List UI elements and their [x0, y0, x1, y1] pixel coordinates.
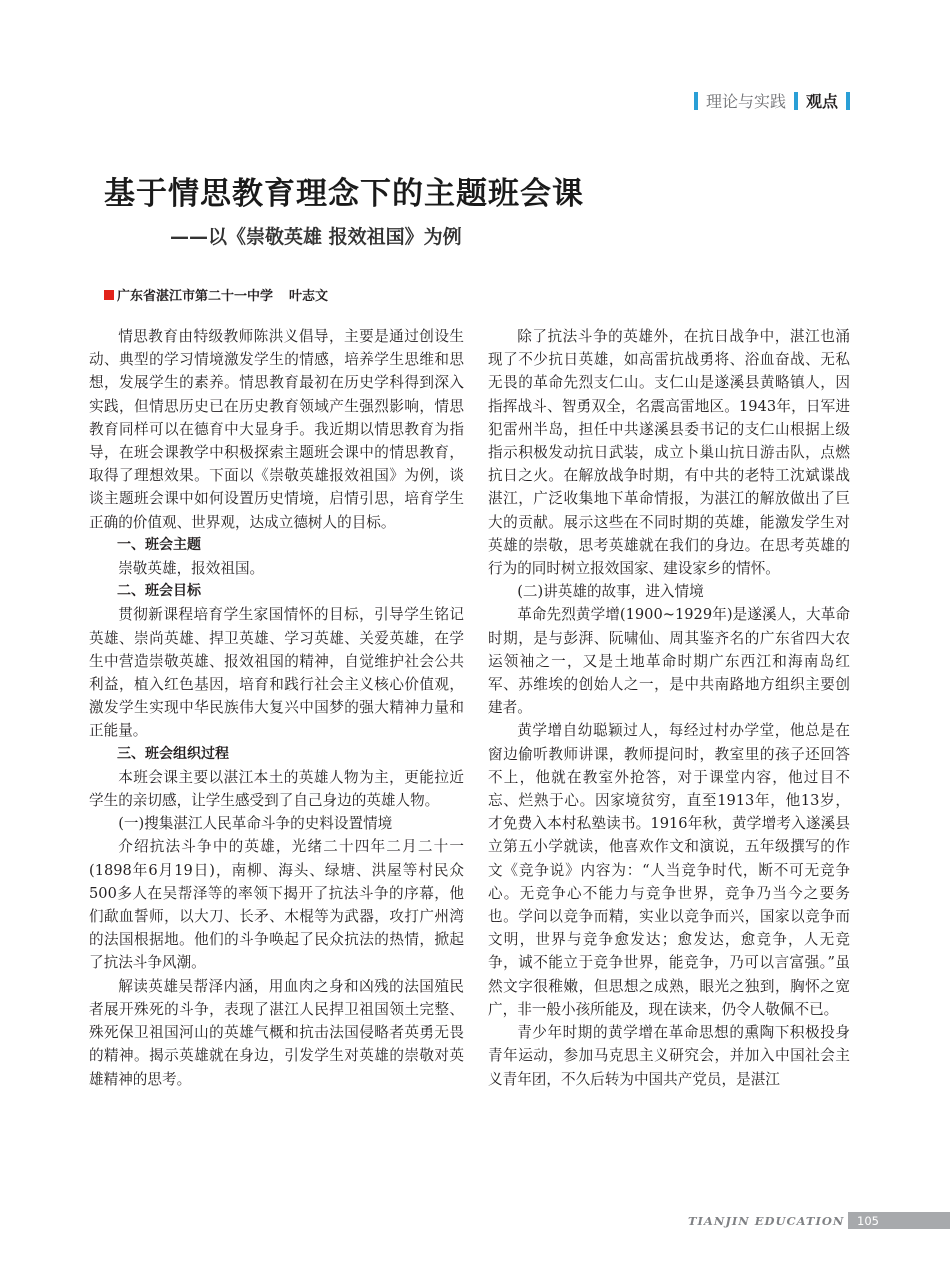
section-name: 理论与实践 [705, 92, 786, 111]
left-column [89, 325, 464, 1091]
paragraph: 黄学增自幼聪颖过人，每经过村办学堂，他总是在窗边偷听教师讲课，教师提问时，教室里的孩子还回答不上，他就在教室外抢答，对于课堂内容，他过目不忘、烂熟于心。因家境贫穷，直至1913年，他13岁，才免费入本村私塾读书。1916年秋，黄学增考入遂溪县立第五小学就读，他喜欢作文和演说，五年级撰写的作文《竞争说》内容为：“人当竞争时代，断不可无竞争心。无竞争心不能力与竞争世界，竞争乃当今之要务也。学问以竞争而精，实业以竞争而兴，国家以竞争而文明，世界与竞争愈发达；愈发达，愈竞争，人无竞争，诚不能立于竞争世界，能竞争，乃可以言富强。”虽然文字很稚嫩，但思想之成熟，眼光之独到，胸怀之宽广，非一般小孩所能及，现在读来，仍令人敬佩不已。 [488, 722, 850, 1018]
paragraph: 解读英雄吴帮泽内涵，用血肉之身和凶残的法国殖民者展开殊死的斗争，表现了湛江人民捍卫祖国领土完整、殊死保卫祖国河山的英雄气概和抗击法国侵略者英勇无畏的精神。揭示英雄就在身边，引发学生对英雄的崇敬对英雄精神的思考。 [89, 977, 464, 1088]
paragraph: 介绍抗法斗争中的英雄，光绪二十四年二月二十一(1898年6月19日)，南柳、海头、绿塘、洪屋等村民众500多人在吴帮泽等的率领下揭开了抗法斗争的序幕，他们歃血誓师，以大刀、长矛、木棍等为武器，攻打广州湾的法国根据地。他们的斗争唤起了民众抗法的热情，掀起了抗法斗争风潮。 [89, 838, 464, 972]
article-title: 基于情思教育理念下的主题班会课 [104, 176, 584, 212]
paragraph: 除了抗法斗争的英雄外，在抗日战争中，湛江也涌现了不少抗日英雄，如高雷抗战勇将、浴血奋战、无私无畏的革命先烈支仁山。支仁山是遂溪县黄略镇人，因指挥战斗、智勇双全，名震高雷地区。1943年，日军进犯雷州半岛，担任中共遂溪县委书记的支仁山根据上级指示积极发动抗日武装，成立卜巢山抗日游击队，点燃抗日之火。在解放战争时期，有中共的老特工沈斌谍战湛江，广泛收集地下革命情报，为湛江的解放做出了巨大的贡献。展示这些在不同时期的英雄，能激发学生对英雄的崇敬，思考英雄就在我们的身边。在思考英雄的行为的同时树立报效国家、建设家乡的情怀。 [488, 328, 850, 578]
subsection-heading: (二)讲英雄的故事，进入情境 [517, 583, 704, 601]
author-organization: 广东省湛江市第二十一中学 [117, 289, 274, 304]
accent-bar [846, 92, 850, 110]
paragraph: 贯彻新课程培育学生家国情怀的目标，引导学生铭记英雄、崇尚英雄、捍卫英雄、学习英雄、关爱英雄，在学生中营造崇敬英雄、报效祖国的精神，自觉维护社会公共利益，植入红色基因，培育和践行社会主义核心价值观，激发学生实现中华民族伟大复兴中国梦的强大精神力量和正能量。 [89, 606, 464, 740]
accent-bar [694, 92, 698, 110]
page-number: 105 [857, 1214, 879, 1228]
paragraph: 青少年时期的黄学增在革命思想的熏陶下积极投身青年运动，参加马克思主义研究会，并加入中国社会主义青年团，不久后转为中国共产党员，是湛江 [488, 1024, 850, 1088]
section-heading: 二、班会目标 [117, 583, 201, 600]
section-header [694, 89, 850, 112]
subsection-heading: (一)搜集湛江人民革命斗争的史料设置情境 [118, 815, 393, 833]
article-subtitle: ——以《崇敬英雄 报效祖国》为例 [170, 226, 462, 248]
section-tag: 观点 [805, 92, 838, 111]
right-column [488, 325, 850, 1091]
red-square-icon [104, 290, 114, 300]
paragraph: 崇敬英雄，报效祖国。 [118, 560, 265, 578]
journal-brand: TIANJIN EDUCATION [688, 1214, 845, 1228]
section-heading: 三、班会组织过程 [117, 745, 229, 762]
accent-bar [794, 92, 798, 110]
paragraph: 本班会课主要以湛江本土的英雄人物为主，更能拉近学生的亲切感，让学生感受到了自己身边的英雄人物。 [89, 768, 464, 810]
author-line [104, 285, 328, 304]
page-number-bar [848, 1212, 950, 1229]
section-heading: 一、班会主题 [117, 536, 201, 553]
paragraph: 情思教育由特级教师陈洪义倡导，主要是通过创设生动、典型的学习情境激发学生的情感，培养学生思维和思想，发展学生的素养。情思教育最初在历史学科得到深入实践，但情思历史已在历史教育领域产生强烈影响，情思教育同样可以在德育中大显身手。我近期以情思教育为指导，在班会课教学中积极探索主题班会课中的情思教育，取得了理想效果。下面以《崇敬英雄报效祖国》为例，谈谈主题班会课中如何设置历史情境，启情引思，培育学生正确的价值观、世界观，达成立德树人的目标。 [89, 328, 464, 531]
author-name: 叶志文 [289, 289, 329, 304]
paragraph: 革命先烈黄学增(1900~1929年)是遂溪人，大革命时期，是与彭湃、阮啸仙、周其鉴齐名的广东省四大农运领袖之一，又是土地革命时期广东西江和海南岛红军、苏维埃的创始人之一，是中共南路地方组织主要创建者。 [488, 606, 850, 717]
